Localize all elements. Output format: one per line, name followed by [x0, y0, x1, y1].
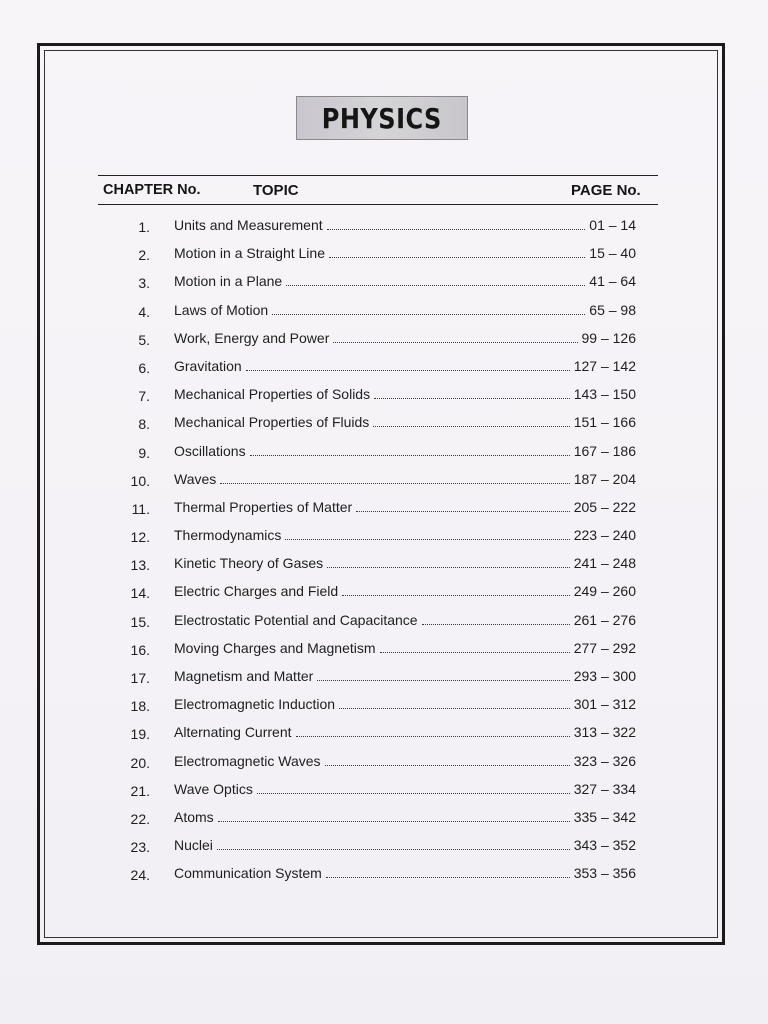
toc-row [0, 549, 768, 577]
chapter-page-range: 353 – 356 [573, 865, 636, 882]
chapter-topic: Moving Charges and Magnetism [174, 639, 376, 656]
toc-entry [174, 302, 636, 318]
toc-entry [174, 499, 636, 515]
toc-entry [174, 358, 636, 374]
toc-row [0, 662, 768, 690]
dot-leader [356, 511, 570, 512]
toc-entry [174, 414, 636, 430]
chapter-topic: Mechanical Properties of Solids [174, 386, 371, 403]
page-title: PHYSICS [321, 101, 443, 135]
chapter-page-range: 205 – 222 [573, 498, 636, 515]
toc-entry [174, 809, 636, 825]
chapter-topic: Electromagnetic Induction [174, 696, 336, 713]
chapter-number: 1. [138, 219, 150, 235]
chapter-page-range: 327 – 334 [573, 780, 636, 797]
chapter-topic: Thermal Properties of Matter [174, 498, 353, 515]
chapter-page-range: 313 – 322 [573, 724, 636, 741]
toc-row [0, 859, 768, 887]
chapter-topic: Laws of Motion [174, 301, 269, 318]
chapter-page-range: 167 – 186 [573, 442, 636, 459]
chapter-page-range: 15 – 40 [589, 245, 636, 262]
chapter-number: 18. [130, 698, 150, 715]
chapter-page-range: 41 – 64 [589, 273, 636, 290]
dot-leader [339, 708, 570, 709]
dot-leader [374, 398, 570, 399]
dot-leader [218, 821, 570, 822]
toc-row [0, 718, 768, 746]
chapter-page-range: 127 – 142 [573, 357, 636, 374]
chapter-topic: Wave Optics [174, 780, 253, 797]
toc-row [0, 803, 768, 831]
chapter-number: 14. [130, 585, 150, 602]
toc-row [0, 775, 768, 803]
chapter-page-range: 301 – 312 [573, 696, 636, 713]
toc-row [0, 267, 768, 295]
page-column-header: PAGE No. [571, 182, 641, 199]
chapter-topic: Motion in a Straight Line [174, 245, 325, 262]
chapter-topic: Electromagnetic Waves [174, 752, 321, 769]
dot-leader [257, 793, 570, 794]
chapter-topic: Oscillations [174, 442, 246, 459]
dot-leader [327, 567, 570, 568]
toc-row [0, 521, 768, 549]
chapter-number: 15. [130, 613, 150, 630]
chapter-topic: Units and Measurement [174, 217, 323, 233]
chapter-topic: Gravitation [174, 357, 242, 374]
toc-row [0, 493, 768, 521]
chapter-number: 7. [138, 388, 150, 405]
dot-leader [285, 539, 569, 540]
chapter-page-range: 187 – 204 [573, 470, 636, 487]
toc-entry [174, 330, 636, 346]
dot-leader [325, 765, 570, 766]
toc-entry [174, 386, 636, 402]
chapter-page-range: 65 – 98 [589, 301, 636, 318]
chapter-page-range: 261 – 276 [573, 611, 636, 628]
chapter-topic: Electrostatic Potential and Capacitance [174, 611, 418, 628]
toc-row [0, 690, 768, 718]
chapter-topic: Waves [174, 470, 217, 487]
table-of-contents [0, 211, 768, 888]
chapter-topic: Communication System [174, 865, 322, 882]
title-banner [296, 96, 468, 140]
chapter-number: 22. [130, 810, 150, 827]
toc-entry [174, 753, 636, 769]
chapter-number: 3. [138, 275, 150, 292]
toc-entry [174, 668, 636, 684]
dot-leader [220, 483, 569, 484]
dot-leader [380, 652, 570, 653]
toc-entry [174, 245, 636, 261]
toc-row [0, 380, 768, 408]
chapter-topic: Nuclei [174, 837, 213, 854]
toc-entry [174, 865, 636, 881]
chapter-page-range: 293 – 300 [573, 668, 636, 684]
toc-entry [174, 837, 636, 853]
toc-row [0, 352, 768, 380]
toc-entry [174, 273, 636, 289]
toc-row [0, 606, 768, 634]
chapter-page-range: 323 – 326 [573, 752, 636, 769]
toc-row [0, 634, 768, 662]
chapter-column-header: CHAPTER No. [103, 182, 201, 198]
chapter-page-range: 99 – 126 [581, 329, 636, 346]
chapter-number: 21. [130, 782, 150, 799]
chapter-page-range: 151 – 166 [573, 414, 636, 431]
dot-leader [246, 370, 570, 371]
toc-entry [174, 471, 636, 487]
dot-leader [272, 314, 585, 315]
toc-entry [174, 781, 636, 797]
toc-entry [174, 527, 636, 543]
chapter-page-range: 241 – 248 [573, 555, 636, 572]
chapter-topic: Thermodynamics [174, 527, 282, 544]
header-rule-bottom [98, 204, 658, 205]
toc-row [0, 408, 768, 436]
topic-column-header: TOPIC [253, 182, 299, 199]
chapter-number: 19. [130, 726, 150, 743]
dot-leader [329, 257, 585, 258]
chapter-number: 16. [130, 641, 150, 658]
dot-leader [327, 229, 586, 230]
toc-entry [174, 612, 636, 628]
chapter-number: 17. [130, 670, 150, 686]
dot-leader [250, 455, 570, 456]
chapter-topic: Alternating Current [174, 724, 292, 741]
dot-leader [296, 736, 570, 737]
toc-row [0, 747, 768, 775]
chapter-number: 11. [131, 500, 150, 517]
toc-entry [174, 443, 636, 459]
toc-row [0, 577, 768, 605]
dot-leader [373, 426, 569, 427]
toc-entry [174, 724, 636, 740]
chapter-topic: Atoms [174, 808, 214, 825]
chapter-page-range: 277 – 292 [573, 639, 636, 656]
chapter-topic: Electric Charges and Field [174, 583, 339, 600]
toc-entry [174, 583, 636, 599]
chapter-number: 5. [138, 331, 150, 348]
toc-row [0, 239, 768, 267]
chapter-number: 4. [138, 303, 150, 320]
chapter-topic: Motion in a Plane [174, 273, 283, 290]
toc-row [0, 437, 768, 465]
chapter-page-range: 335 – 342 [573, 808, 636, 825]
chapter-number: 24. [130, 867, 150, 884]
chapter-page-range: 01 – 14 [589, 217, 636, 233]
chapter-number: 12. [130, 529, 150, 546]
dot-leader [286, 285, 585, 286]
toc-row [0, 211, 768, 239]
toc-row [0, 831, 768, 859]
dot-leader [333, 342, 577, 343]
chapter-page-range: 343 – 352 [573, 837, 636, 854]
chapter-page-range: 249 – 260 [573, 583, 636, 600]
toc-row [0, 324, 768, 352]
toc-entry [174, 555, 636, 571]
toc-entry [174, 217, 636, 233]
chapter-number: 20. [130, 754, 150, 771]
dot-leader [326, 877, 570, 878]
toc-row [0, 296, 768, 324]
chapter-number: 23. [130, 839, 150, 856]
toc-entry [174, 640, 636, 656]
chapter-number: 8. [138, 416, 150, 433]
dot-leader [342, 595, 570, 596]
dot-leader [217, 849, 570, 850]
toc-entry [174, 696, 636, 712]
chapter-topic: Kinetic Theory of Gases [174, 555, 324, 572]
header-rule-top [98, 175, 658, 176]
dot-leader [317, 680, 569, 681]
chapter-topic: Work, Energy and Power [174, 329, 330, 346]
dot-leader [422, 624, 570, 625]
toc-row [0, 465, 768, 493]
chapter-number: 9. [138, 444, 150, 461]
chapter-page-range: 143 – 150 [573, 386, 636, 403]
chapter-page-range: 223 – 240 [573, 527, 636, 544]
chapter-number: 13. [130, 557, 150, 574]
chapter-topic: Magnetism and Matter [174, 668, 314, 684]
chapter-number: 10. [130, 472, 150, 489]
chapter-number: 2. [138, 247, 150, 264]
chapter-topic: Mechanical Properties of Fluids [174, 414, 370, 431]
chapter-number: 6. [138, 359, 150, 376]
